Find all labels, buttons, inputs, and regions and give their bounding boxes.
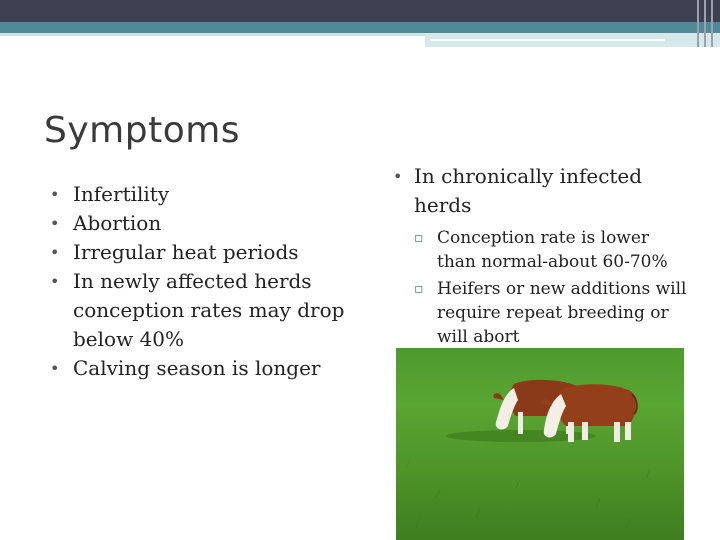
header-bar-dark	[0, 0, 720, 22]
header-accent-white-line	[430, 39, 665, 41]
cattle-grazing-photo	[396, 348, 684, 540]
list-item: • Infertility	[50, 180, 350, 209]
right-sub-bullet-list	[393, 226, 693, 349]
list-item: • Irregular heat periods	[50, 238, 350, 267]
list-item: ▫ Heifers or new additions will require repeat breeding or will abort	[414, 277, 693, 349]
list-item: ▫ Conception rate is lower than normal-about 60-70%	[414, 226, 693, 274]
header-corner-stripe	[697, 0, 699, 47]
list-item: • Abortion	[50, 209, 350, 238]
cattle-illustration	[396, 348, 684, 540]
header-corner-stripe	[704, 0, 706, 47]
list-item: • Calving season is longer	[50, 354, 350, 383]
right-column	[393, 162, 693, 352]
header-accent-line	[0, 33, 425, 36]
header-bar-teal	[0, 22, 720, 33]
left-bullet-list	[50, 180, 350, 383]
slide-title: Symptoms	[44, 110, 241, 151]
right-main-bullet: • In chronically infected herds	[393, 162, 693, 220]
list-item: • In newly affected herds conception rates may drop below 40%	[50, 267, 350, 354]
header-corner-stripe	[711, 0, 713, 47]
